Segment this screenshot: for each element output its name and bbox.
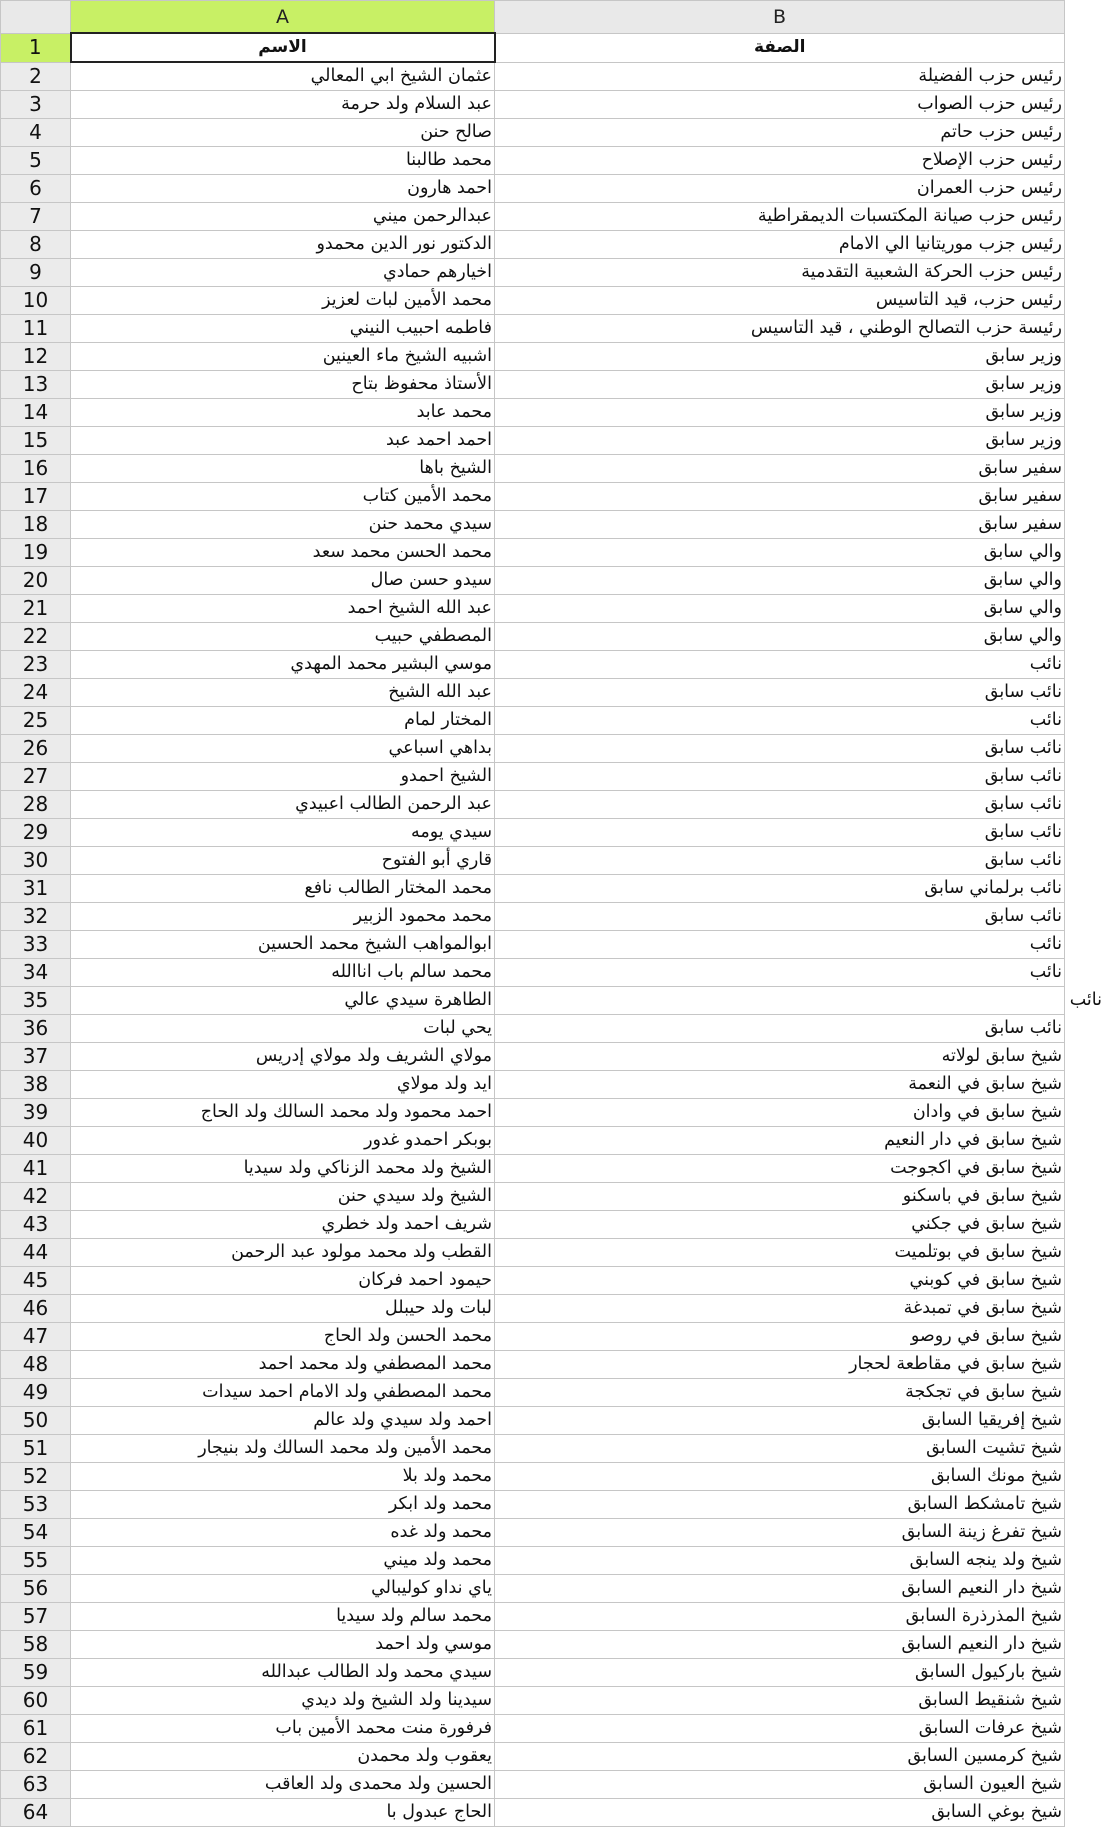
table-row xyxy=(1,735,1065,763)
cell-title[interactable]: نائب xyxy=(495,931,1065,959)
column-header-a[interactable]: A xyxy=(71,1,495,34)
table-row xyxy=(1,1603,1065,1631)
cell-name[interactable]: الشيخ ولد محمد الزناكي ولد سيديا xyxy=(71,1155,495,1183)
table-row xyxy=(1,763,1065,791)
cell-name[interactable]: عبدالرحمن ميني xyxy=(71,203,495,231)
cell-name[interactable]: سيدينا ولد الشيخ ولد ديدي xyxy=(71,1687,495,1715)
cell-name[interactable]: محمد الحسن محمد سعد xyxy=(71,539,495,567)
row-header[interactable]: 51 xyxy=(1,1435,71,1463)
row-header[interactable]: 63 xyxy=(1,1771,71,1799)
cell-title[interactable]: شيخ تشيت السابق xyxy=(495,1435,1065,1463)
table-row xyxy=(1,1799,1065,1827)
row-header[interactable]: 54 xyxy=(1,1519,71,1547)
table-row xyxy=(1,1183,1065,1211)
cell-title[interactable]: رئيسة حزب التصالح الوطني ، قيد التاسيس xyxy=(495,315,1065,343)
row-header[interactable]: 33 xyxy=(1,931,71,959)
cell-title[interactable]: شيخ سابق في بوتلميت xyxy=(495,1239,1065,1267)
cell-name[interactable]: عبد السلام ولد حرمة xyxy=(71,91,495,119)
cell-name[interactable]: ابوالمواهب الشيخ محمد الحسين xyxy=(71,931,495,959)
cell-name[interactable]: بوبكر احمدو غدور xyxy=(71,1127,495,1155)
table-row xyxy=(1,91,1065,119)
row-header[interactable]: 27 xyxy=(1,763,71,791)
cell-title[interactable]: رئيس حزب الإصلاح xyxy=(495,147,1065,175)
cell-title[interactable]: شيخ سابق في النعمة xyxy=(495,1071,1065,1099)
cell-title[interactable]: شيخ العيون السابق xyxy=(495,1771,1065,1799)
cell-name[interactable]: عبد الله الشيخ xyxy=(71,679,495,707)
cell-name[interactable]: سيدي يومه xyxy=(71,819,495,847)
cell-name[interactable]: اخيارهم حمادي xyxy=(71,259,495,287)
row-header[interactable]: 9 xyxy=(1,259,71,287)
row-header[interactable]: 28 xyxy=(1,791,71,819)
cell-title[interactable]: شيخ سابق في تمبدغة xyxy=(495,1295,1065,1323)
cell-name[interactable]: محمد المصطفي ولد محمد احمد xyxy=(71,1351,495,1379)
row-header[interactable]: 20 xyxy=(1,567,71,595)
row-header[interactable]: 25 xyxy=(1,707,71,735)
cell-name[interactable]: المصطفي حبيب xyxy=(71,623,495,651)
table-row xyxy=(1,1015,1065,1043)
table-row xyxy=(1,33,1065,62)
cell-name[interactable]: الشيخ ولد سيدي حنن xyxy=(71,1183,495,1211)
row-header[interactable]: 12 xyxy=(1,343,71,371)
active-cell-name-header[interactable]: الاسم xyxy=(71,33,495,62)
cell-name[interactable]: محمد ولد بلا xyxy=(71,1463,495,1491)
row-header[interactable]: 21 xyxy=(1,595,71,623)
cell-name[interactable]: محمد الأمين لبات لعزيز xyxy=(71,287,495,315)
cell-name[interactable]: الحاج عبدول با xyxy=(71,1799,495,1827)
cell-title[interactable]: نائب xyxy=(495,651,1065,679)
table-row xyxy=(1,1435,1065,1463)
row-header[interactable]: 30 xyxy=(1,847,71,875)
table-row xyxy=(1,1575,1065,1603)
cell-name[interactable]: الأستاذ محفوظ بتاح xyxy=(71,371,495,399)
row-header[interactable]: 48 xyxy=(1,1351,71,1379)
cell-name[interactable]: مولاي الشريف ولد مولاي إدريس xyxy=(71,1043,495,1071)
cell-name[interactable]: محمد ولد غده xyxy=(71,1519,495,1547)
cell-title[interactable]: شيخ باركيول السابق xyxy=(495,1659,1065,1687)
cell-name[interactable]: ياي نداو كوليبالي xyxy=(71,1575,495,1603)
table-row xyxy=(1,595,1065,623)
cell-title[interactable]: شيخ سابق في دار النعيم xyxy=(495,1127,1065,1155)
cell-name[interactable]: محمد الأمين كتاب xyxy=(71,483,495,511)
row-header[interactable]: 31 xyxy=(1,875,71,903)
row-header[interactable]: 11 xyxy=(1,315,71,343)
cell-title-header[interactable]: الصفة xyxy=(495,33,1065,62)
row-header[interactable]: 49 xyxy=(1,1379,71,1407)
cell-name[interactable]: سيدي محمد ولد الطالب عبدالله xyxy=(71,1659,495,1687)
table-row xyxy=(1,1043,1065,1071)
cell-title[interactable]: نائب برلماني سابق xyxy=(495,875,1065,903)
table-row xyxy=(1,1155,1065,1183)
cell-title[interactable]: رئيس حزب العمران xyxy=(495,175,1065,203)
cell-title[interactable]: رئيس حزب صيانة المكتسبات الديمقراطية xyxy=(495,203,1065,231)
cell-name[interactable]: اشبيه الشيخ ماء العينين xyxy=(71,343,495,371)
cell-title[interactable]: سفير سابق xyxy=(495,511,1065,539)
cell-name[interactable]: شريف احمد ولد خطري xyxy=(71,1211,495,1239)
select-all-corner[interactable] xyxy=(1,1,71,34)
table-row xyxy=(1,679,1065,707)
row-header[interactable]: 40 xyxy=(1,1127,71,1155)
cell-title[interactable]: رئيس حزب الحركة الشعبية التقدمية xyxy=(495,259,1065,287)
cell-name[interactable]: محمد الأمين ولد محمد السالك ولد بنيجار xyxy=(71,1435,495,1463)
row-header[interactable]: 1 xyxy=(1,33,71,62)
row-header[interactable]: 45 xyxy=(1,1267,71,1295)
row-header[interactable]: 59 xyxy=(1,1659,71,1687)
row-header[interactable]: 16 xyxy=(1,455,71,483)
table-row xyxy=(1,399,1065,427)
row-header[interactable]: 15 xyxy=(1,427,71,455)
table-row xyxy=(1,287,1065,315)
cell-title[interactable]: نائب سابق xyxy=(495,847,1065,875)
cell-name[interactable]: عبد الله الشيخ احمد xyxy=(71,595,495,623)
table-row xyxy=(1,1127,1065,1155)
table-row xyxy=(1,1519,1065,1547)
table-row xyxy=(1,231,1065,259)
cell-title[interactable]: شيخ سابق في باسكنو xyxy=(495,1183,1065,1211)
cell-name[interactable]: احمد محمود ولد محمد السالك ولد الحاج xyxy=(71,1099,495,1127)
table-row xyxy=(1,959,1065,987)
table-row xyxy=(1,315,1065,343)
cell-name[interactable]: حيمود احمد فركان xyxy=(71,1267,495,1295)
column-header-row xyxy=(1,1,1065,34)
cell-title[interactable]: شيخ المذرذرة السابق xyxy=(495,1603,1065,1631)
cell-title[interactable]: وزير سابق xyxy=(495,371,1065,399)
table-row xyxy=(1,511,1065,539)
cell-name[interactable]: صالح حنن xyxy=(71,119,495,147)
row-header[interactable]: 22 xyxy=(1,623,71,651)
row-header[interactable]: 17 xyxy=(1,483,71,511)
cell-title[interactable]: شيخ عرفات السابق xyxy=(495,1715,1065,1743)
row-header[interactable]: 35 xyxy=(1,987,71,1015)
cell-title[interactable]: شيخ دار النعيم السابق xyxy=(495,1631,1065,1659)
row-header[interactable]: 62 xyxy=(1,1743,71,1771)
cell-title[interactable]: شيخ سابق في جكني xyxy=(495,1211,1065,1239)
table-row xyxy=(1,1547,1065,1575)
cell-title[interactable]: شيخ سابق في روصو xyxy=(495,1323,1065,1351)
cell-name[interactable]: محمد عابد xyxy=(71,399,495,427)
cell-name[interactable]: الشيخ باها xyxy=(71,455,495,483)
cell-title[interactable]: شيخ تامشكط السابق xyxy=(495,1491,1065,1519)
cell-name[interactable]: عبد الرحمن الطالب اعبيدي xyxy=(71,791,495,819)
table-row xyxy=(1,147,1065,175)
row-header[interactable]: 10 xyxy=(1,287,71,315)
cell-name[interactable]: موسي ولد احمد xyxy=(71,1631,495,1659)
table-row xyxy=(1,539,1065,567)
table-row xyxy=(1,651,1065,679)
row-header[interactable]: 52 xyxy=(1,1463,71,1491)
cell-name[interactable]: يعقوب ولد محمدن xyxy=(71,1743,495,1771)
table-row xyxy=(1,1071,1065,1099)
cell-name[interactable]: عثمان الشيخ ابي المعالي xyxy=(71,62,495,91)
table-row xyxy=(1,623,1065,651)
cell-title[interactable]: نائب xyxy=(495,959,1065,987)
row-header[interactable]: 6 xyxy=(1,175,71,203)
row-header[interactable]: 56 xyxy=(1,1575,71,1603)
table-row xyxy=(1,1659,1065,1687)
cell-name[interactable]: محمد الحسن ولد الحاج xyxy=(71,1323,495,1351)
row-header[interactable]: 36 xyxy=(1,1015,71,1043)
row-header[interactable]: 14 xyxy=(1,399,71,427)
table-row xyxy=(1,62,1065,91)
row-header[interactable]: 29 xyxy=(1,819,71,847)
cell-title[interactable]: نائب سابق xyxy=(495,903,1065,931)
cell-title[interactable] xyxy=(495,987,1102,1015)
cell-title[interactable]: شيخ دار النعيم السابق xyxy=(495,1575,1065,1603)
table-row xyxy=(1,931,1065,959)
cell-title[interactable]: وزير سابق xyxy=(495,427,1065,455)
cell-name[interactable]: محمد المصطفي ولد الامام احمد سيدات xyxy=(71,1379,495,1407)
table-row xyxy=(1,1687,1065,1715)
row-header[interactable]: 4 xyxy=(1,119,71,147)
row-header[interactable]: 8 xyxy=(1,231,71,259)
cell-title[interactable]: شيخ سابق في كوبني xyxy=(495,1267,1065,1295)
table-row xyxy=(1,1407,1065,1435)
row-header[interactable]: 47 xyxy=(1,1323,71,1351)
table-row xyxy=(1,1099,1065,1127)
row-header[interactable]: 38 xyxy=(1,1071,71,1099)
table-row xyxy=(1,1463,1065,1491)
row-header[interactable]: 41 xyxy=(1,1155,71,1183)
cell-title[interactable]: رئيس حزب حاتم xyxy=(495,119,1065,147)
table-row xyxy=(1,1267,1065,1295)
table-row xyxy=(1,875,1065,903)
cell-title[interactable]: شيخ بوغي السابق xyxy=(495,1799,1065,1827)
cell-name[interactable]: المختار لمام xyxy=(71,707,495,735)
cell-name[interactable]: يحي لبات xyxy=(71,1015,495,1043)
table-row xyxy=(1,791,1065,819)
cell-title[interactable]: وزير سابق xyxy=(495,343,1065,371)
cell-name[interactable]: محمد ولد ميني xyxy=(71,1547,495,1575)
table-row xyxy=(1,1631,1065,1659)
cell-title[interactable]: نائب سابق xyxy=(495,735,1065,763)
cell-name[interactable]: قاري أبو الفتوح xyxy=(71,847,495,875)
table-row xyxy=(1,175,1065,203)
row-header[interactable]: 13 xyxy=(1,371,71,399)
row-header[interactable]: 23 xyxy=(1,651,71,679)
cell-title[interactable]: والي سابق xyxy=(495,595,1065,623)
cell-name[interactable]: محمد محمود الزبير xyxy=(71,903,495,931)
cell-title[interactable]: رئيس جزب موريتانيا الي الامام xyxy=(495,231,1065,259)
cell-title[interactable]: شيخ تفرغ زينة السابق xyxy=(495,1519,1065,1547)
table-row xyxy=(1,1211,1065,1239)
row-header[interactable]: 61 xyxy=(1,1715,71,1743)
row-header[interactable]: 18 xyxy=(1,511,71,539)
cell-title[interactable]: نائب سابق xyxy=(495,819,1065,847)
cell-title[interactable]: شيخ سابق في تجكجة xyxy=(495,1379,1065,1407)
table-row xyxy=(1,427,1065,455)
cell-title[interactable]: شيخ إفريقيا السابق xyxy=(495,1407,1065,1435)
cell-title[interactable]: رئيس حزب الصواب xyxy=(495,91,1065,119)
row-header[interactable]: 57 xyxy=(1,1603,71,1631)
cell-title[interactable]: نائب xyxy=(495,707,1065,735)
table-row xyxy=(1,1239,1065,1267)
row-header[interactable]: 5 xyxy=(1,147,71,175)
row-header[interactable]: 44 xyxy=(1,1239,71,1267)
cell-title[interactable]: شيخ سابق في وادان xyxy=(495,1099,1065,1127)
cell-name[interactable]: الشيخ احمدو xyxy=(71,763,495,791)
cell-name[interactable]: سيدي محمد حنن xyxy=(71,511,495,539)
row-header[interactable]: 60 xyxy=(1,1687,71,1715)
cell-title[interactable]: نائب سابق xyxy=(495,1015,1065,1043)
table-row xyxy=(1,1743,1065,1771)
cell-name[interactable]: فرفورة منت محمد الأمين باب xyxy=(71,1715,495,1743)
cell-title[interactable]: شيخ سابق في مقاطعة لحجار xyxy=(495,1351,1065,1379)
table-row xyxy=(1,1771,1065,1799)
cell-name[interactable]: القطب ولد محمد مولود عبد الرحمن xyxy=(71,1239,495,1267)
cell-name[interactable]: احمد هارون xyxy=(71,175,495,203)
table-row xyxy=(1,259,1065,287)
row-header[interactable]: 3 xyxy=(1,91,71,119)
cell-name[interactable]: الحسين ولد محمدى ولد العاقب xyxy=(71,1771,495,1799)
cell-title[interactable]: نائب سابق xyxy=(495,791,1065,819)
cell-title-overflow-text: نائب xyxy=(1069,990,1102,1010)
cell-title[interactable]: وزير سابق xyxy=(495,399,1065,427)
table-row xyxy=(1,1379,1065,1407)
table-row xyxy=(1,371,1065,399)
cell-name[interactable]: بداهي اسباعي xyxy=(71,735,495,763)
cell-name[interactable]: محمد المختار الطالب نافع xyxy=(71,875,495,903)
table-row xyxy=(1,1715,1065,1743)
row-header[interactable]: 42 xyxy=(1,1183,71,1211)
table-row xyxy=(1,1491,1065,1519)
cell-title[interactable]: والي سابق xyxy=(495,539,1065,567)
row-header[interactable]: 39 xyxy=(1,1099,71,1127)
cell-title[interactable]: شيخ ولد ينجه السابق xyxy=(495,1547,1065,1575)
row-header[interactable]: 46 xyxy=(1,1295,71,1323)
cell-title[interactable]: رئيس حزب الفضيلة xyxy=(495,62,1065,91)
table-row xyxy=(1,343,1065,371)
row-header[interactable]: 34 xyxy=(1,959,71,987)
cell-title[interactable]: رئيس حزب، قيد التاسيس xyxy=(495,287,1065,315)
cell-title[interactable]: والي سابق xyxy=(495,567,1065,595)
table-row xyxy=(1,483,1065,511)
cell-name[interactable]: الطاهرة سيدي عالي xyxy=(71,987,495,1015)
table-row xyxy=(1,819,1065,847)
row-header[interactable]: 37 xyxy=(1,1043,71,1071)
table-row xyxy=(1,203,1065,231)
table-row xyxy=(1,567,1065,595)
cell-title[interactable]: شيخ سابق في اكجوجت xyxy=(495,1155,1065,1183)
cell-name[interactable]: ايد ولد مولاي xyxy=(71,1071,495,1099)
row-header[interactable]: 50 xyxy=(1,1407,71,1435)
row-header[interactable]: 55 xyxy=(1,1547,71,1575)
table-row xyxy=(1,847,1065,875)
cell-name[interactable]: احمد احمد عبد xyxy=(71,427,495,455)
cell-title[interactable]: نائب سابق xyxy=(495,763,1065,791)
table-row xyxy=(1,119,1065,147)
row-header[interactable]: 7 xyxy=(1,203,71,231)
cell-title[interactable]: شيخ مونك السابق xyxy=(495,1463,1065,1491)
cell-name[interactable]: الدكتور نور الدين محمدو xyxy=(71,231,495,259)
cell-name[interactable]: محمد سالم باب اناالله xyxy=(71,959,495,987)
row-header[interactable]: 2 xyxy=(1,62,71,91)
row-header[interactable]: 64 xyxy=(1,1799,71,1827)
cell-name[interactable]: سيدو حسن صال xyxy=(71,567,495,595)
cell-title[interactable]: شيخ سابق لولاته xyxy=(495,1043,1065,1071)
table-row xyxy=(1,1351,1065,1379)
cell-title[interactable]: نائب سابق xyxy=(495,679,1065,707)
cell-name[interactable]: موسي البشير محمد المهدي xyxy=(71,651,495,679)
cell-title[interactable]: شيخ شنقيط السابق xyxy=(495,1687,1065,1715)
column-header-b[interactable]: B xyxy=(495,1,1065,34)
cell-title[interactable]: سفير سابق xyxy=(495,455,1065,483)
cell-name[interactable]: محمد طالبنا xyxy=(71,147,495,175)
table-row xyxy=(1,987,1065,1015)
cell-name[interactable]: احمد ولد سيدي ولد عالم xyxy=(71,1407,495,1435)
table-row xyxy=(1,707,1065,735)
row-header[interactable]: 32 xyxy=(1,903,71,931)
cell-name[interactable]: فاطمه احبيب النيني xyxy=(71,315,495,343)
table-row xyxy=(1,903,1065,931)
cell-name[interactable]: محمد ولد ابكر xyxy=(71,1491,495,1519)
table-row xyxy=(1,1323,1065,1351)
cell-name[interactable]: محمد سالم ولد سيديا xyxy=(71,1603,495,1631)
cell-title[interactable]: شيخ كرمسين السابق xyxy=(495,1743,1065,1771)
cell-title[interactable]: سفير سابق xyxy=(495,483,1065,511)
row-header[interactable]: 19 xyxy=(1,539,71,567)
row-header[interactable]: 58 xyxy=(1,1631,71,1659)
cell-title[interactable]: والي سابق xyxy=(495,623,1065,651)
table-row xyxy=(1,1295,1065,1323)
row-header[interactable]: 43 xyxy=(1,1211,71,1239)
row-header[interactable]: 26 xyxy=(1,735,71,763)
row-header[interactable]: 24 xyxy=(1,679,71,707)
table-row xyxy=(1,455,1065,483)
cell-name[interactable]: لبات ولد حيبلل xyxy=(71,1295,495,1323)
row-header[interactable]: 53 xyxy=(1,1491,71,1519)
